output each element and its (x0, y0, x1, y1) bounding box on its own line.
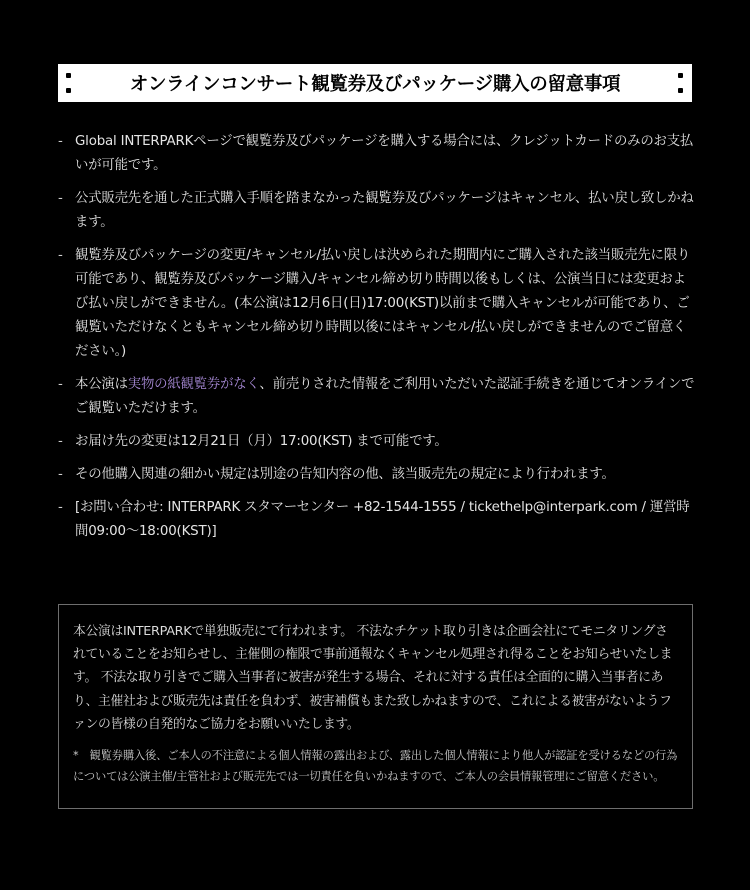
notice-text: 公式販売先を通した正式購入手順を踏まなかった観覧券及びパッケージはキャンセル、払い戻し致しかねます。 (75, 191, 694, 230)
notice-list (58, 130, 698, 553)
warning-main-text: 本公演はINTERPARKで単独販売にて行われます。 不法なチケット取り引きは企画会社にてモニタリングされていることをお知らせし、主催側の権限で事前通報なくキャンセル処理され得ることをお知らせいたします。 不法な取り引きでご購入当事者に被害が発生する場合、それに対する責任は全面的に購入当事者にあり、主催社および販売先は責任を負わず、被害補償もまた致しかねますので、これによる被害がないようファンの皆様の自発的なご協力をお願いいたします。 (73, 624, 673, 732)
page-title: オンラインコンサート観覧券及びパッケージ購入の留意事項 (129, 74, 621, 95)
dash-bullet: - (58, 248, 63, 263)
notice-text: Global INTERPARKページで観覧券及びパッケージを購入する場合には、クレジットカードのみのお支払いが可能です。 (75, 134, 694, 173)
notice-item-no-paper-ticket (58, 373, 698, 421)
notice-text-after: 、前売りされた情報をご利用いただいた認証手続きを通じてオンラインでご観覧いただけます。 (75, 377, 695, 416)
notice-text-before: 本公演は (75, 377, 128, 392)
dash-bullet: - (58, 434, 63, 449)
notice-text: 観覧券及びパッケージの変更/キャンセル/払い戻しは決められた期間内にご購入された該当販売先に限り可能であり、観覧券及びパッケージ購入/キャンセル締め切り時間以後もしくは、公演当日には変更および払い戻しができません。(本公演は12月6日(日)17:00(KST)以前まで購入キャンセルが可能であり、ご観覧いただけなくともキャンセル締め切り時間以後にはキャンセル/払い戻しができませんのでご留意ください。) (75, 248, 691, 359)
colon-ornament-right (678, 73, 684, 93)
warning-box (58, 604, 693, 809)
colon-ornament-left (66, 73, 72, 93)
notice-item-official-purchase (58, 187, 698, 235)
dash-bullet: - (58, 377, 63, 392)
dash-bullet: - (58, 191, 63, 206)
dash-bullet: - (58, 500, 63, 515)
notice-text-highlight: 実物の紙観覧券がなく (127, 377, 260, 392)
notice-text: その他購入関連の細かい規定は別途の告知内容の他、該当販売先の規定により行われます。 (75, 467, 615, 482)
warning-footnote: * 観覧券購入後、ご本人の不注意による個人情報の露出および、露出した個人情報により他人が認証を受けるなどの行為については公演主催/主管社および販売先では一切責任を負いかねますので、ご本人の会員情報管理にご留意ください。 (73, 749, 678, 783)
title-bar (58, 64, 692, 102)
notice-item-other-rules (58, 463, 698, 487)
dash-bullet: - (58, 134, 63, 149)
notice-item-contact (58, 496, 698, 544)
notice-item-refund-policy (58, 244, 698, 364)
notice-text: お届け先の変更は12月21日（月）17:00(KST) まで可能です。 (75, 434, 448, 449)
dash-bullet: - (58, 467, 63, 482)
notice-item-delivery-change (58, 430, 698, 454)
notice-text: [お問い合わせ: INTERPARK スタマーセンター +82-1544-1555 / tickethelp@interpark.com / 運営時間09:00～18:00(KST)] (75, 500, 690, 539)
notice-item-payment (58, 130, 698, 178)
